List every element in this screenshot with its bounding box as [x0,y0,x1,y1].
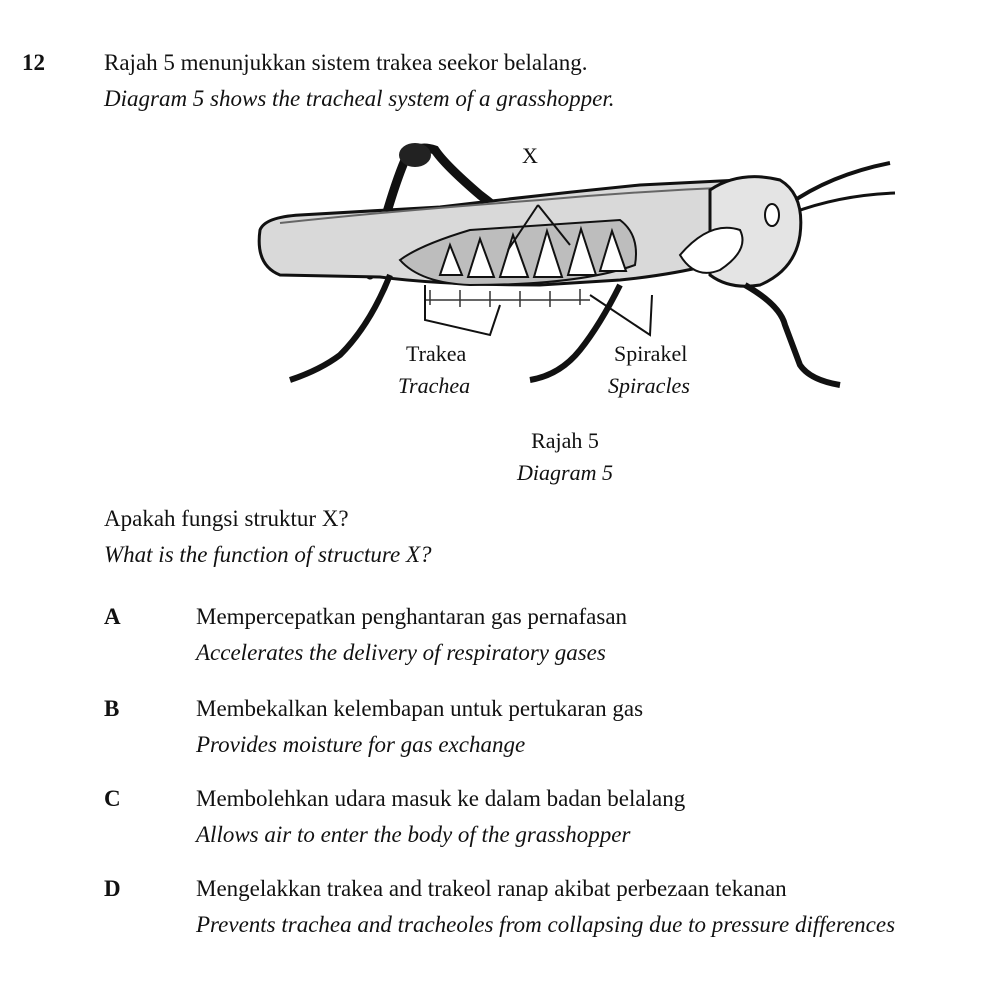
label-trachea-english: Trachea [398,373,471,398]
option-b-malay[interactable]: Membekalkan kelembapan untuk pertukaran gas [196,696,644,721]
option-d-letter[interactable]: D [104,876,121,901]
option-c-english[interactable]: Allows air to enter the body of the grasshopper [196,822,631,847]
option-a-malay[interactable]: Mempercepatkan penghantaran gas pernafasan [196,604,628,629]
diagram-caption-english: Diagram 5 [517,460,613,485]
diagram-caption-malay: Rajah 5 [531,428,599,453]
label-trachea-malay: Trakea [406,341,467,366]
option-c-malay[interactable]: Membolehkan udara masuk ke dalam badan belalang [196,786,686,811]
label-spiracle-malay: Spirakel [614,341,688,366]
grasshopper-illustration [240,135,900,420]
label-x: X [522,143,538,168]
option-a-letter[interactable]: A [104,604,121,629]
question-number: 12 [22,50,45,75]
option-a-english[interactable]: Accelerates the delivery of respiratory gases [196,640,606,665]
option-b-letter[interactable]: B [104,696,120,721]
question-stem-malay: Rajah 5 menunjukkan sistem trakea seekor belalang. [104,50,588,75]
question-stem-english: Diagram 5 shows the tracheal system of a grasshopper. [104,86,615,111]
prompt-english: What is the function of structure X? [104,542,432,567]
option-c-letter[interactable]: C [104,786,121,811]
option-b-english[interactable]: Provides moisture for gas exchange [196,732,526,757]
label-spiracle-english: Spiracles [608,373,690,398]
grasshopper-diagram [240,135,900,420]
prompt-malay: Apakah fungsi struktur X? [104,506,349,531]
option-d-malay[interactable]: Mengelakkan trakea and trakeol ranap akibat perbezaan tekanan [196,876,787,901]
option-d-english[interactable]: Prevents trachea and tracheoles from collapsing due to pressure differences [196,912,896,937]
